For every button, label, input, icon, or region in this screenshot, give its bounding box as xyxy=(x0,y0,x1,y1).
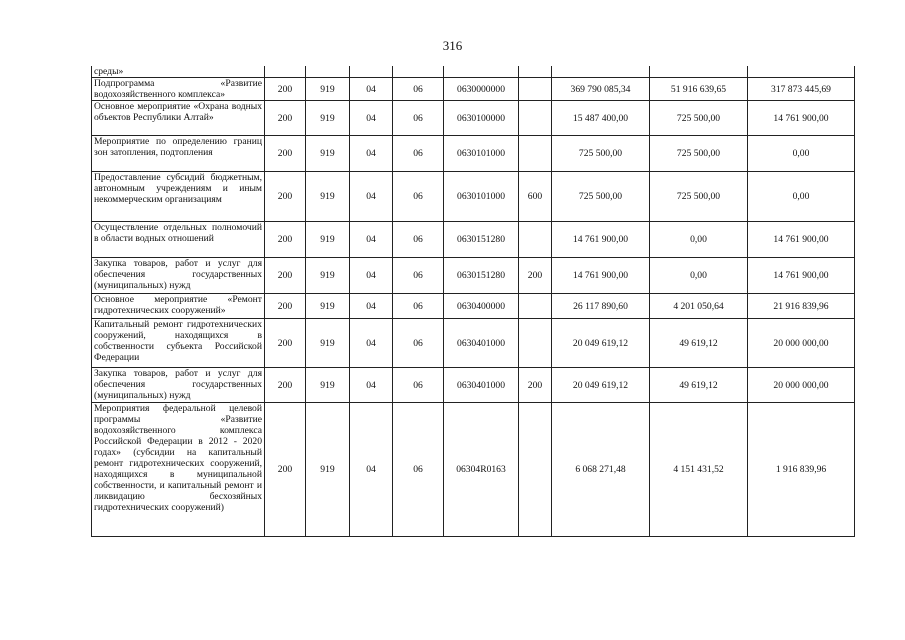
cell-name: Осуществление отдельных полномочий в области водных отношений xyxy=(92,222,265,258)
cell-name: Основное мероприятие «Ремонт гидротехнических сооружений» xyxy=(92,294,265,319)
cell-ved: 200 xyxy=(265,368,306,403)
cell-pr: 06 xyxy=(393,368,444,403)
cell-vr xyxy=(519,294,552,319)
cell-s2: 725 500,00 xyxy=(650,172,748,222)
cell-ved: 200 xyxy=(265,78,306,101)
cell-ved xyxy=(265,66,306,78)
cell-csr: 0630401000 xyxy=(444,368,519,403)
cell-s2 xyxy=(650,66,748,78)
cell-grbs: 919 xyxy=(306,222,350,258)
cell-grbs: 919 xyxy=(306,319,350,368)
cell-csr: 0630400000 xyxy=(444,294,519,319)
cell-ved: 200 xyxy=(265,172,306,222)
cell-s1 xyxy=(552,66,650,78)
cell-grbs: 919 xyxy=(306,172,350,222)
cell-ved: 200 xyxy=(265,258,306,294)
table-row xyxy=(92,294,855,319)
cell-ved: 200 xyxy=(265,294,306,319)
table-row xyxy=(92,319,855,368)
cell-vr xyxy=(519,403,552,537)
table-row xyxy=(92,172,855,222)
cell-s2: 51 916 639,65 xyxy=(650,78,748,101)
cell-vr xyxy=(519,136,552,172)
cell-grbs: 919 xyxy=(306,368,350,403)
table-row xyxy=(92,403,855,537)
cell-ved: 200 xyxy=(265,319,306,368)
cell-vr xyxy=(519,319,552,368)
cell-s3: 14 761 900,00 xyxy=(748,222,855,258)
cell-csr: 0630101000 xyxy=(444,172,519,222)
cell-vr xyxy=(519,78,552,101)
cell-s3 xyxy=(748,66,855,78)
cell-s2: 0,00 xyxy=(650,222,748,258)
cell-rz: 04 xyxy=(350,172,393,222)
cell-csr: 0630100000 xyxy=(444,101,519,136)
cell-pr: 06 xyxy=(393,222,444,258)
cell-s3: 14 761 900,00 xyxy=(748,101,855,136)
cell-name: Закупка товаров, работ и услуг для обеспечения государственных (муниципальных) нужд xyxy=(92,258,265,294)
cell-s3: 20 000 000,00 xyxy=(748,368,855,403)
cell-vr: 200 xyxy=(519,258,552,294)
cell-ved: 200 xyxy=(265,222,306,258)
cell-name: Предоставление субсидий бюджетным, автономным учреждениям и иным некоммерческим организациям xyxy=(92,172,265,222)
cell-s2: 725 500,00 xyxy=(650,101,748,136)
cell-name: Мероприятия федеральной целевой программы «Развитие водохозяйственного комплекса Российской Федерации в 2012 - 2020 годах» (субсидии на капитальный ремонт гидротехнических сооружений, находящихся в муниципальной собственности, и капитальный ремонт и ликвидацию бесхозяйных гидротехнических сооружений) xyxy=(92,403,265,537)
cell-csr xyxy=(444,66,519,78)
table-row xyxy=(92,222,855,258)
cell-name: Капитальный ремонт гидротехнических сооружений, находящихся в собственности субъекта Российской Федерации xyxy=(92,319,265,368)
cell-s1: 14 761 900,00 xyxy=(552,222,650,258)
table-row xyxy=(92,368,855,403)
cell-s3: 0,00 xyxy=(748,172,855,222)
cell-name: Подпрограмма «Развитие водохозяйственного комплекса» xyxy=(92,78,265,101)
cell-s3: 14 761 900,00 xyxy=(748,258,855,294)
cell-rz xyxy=(350,66,393,78)
table-row xyxy=(92,66,855,78)
cell-rz: 04 xyxy=(350,222,393,258)
cell-vr xyxy=(519,222,552,258)
cell-s1: 15 487 400,00 xyxy=(552,101,650,136)
cell-s1: 20 049 619,12 xyxy=(552,319,650,368)
cell-s1: 20 049 619,12 xyxy=(552,368,650,403)
cell-s3: 1 916 839,96 xyxy=(748,403,855,537)
cell-vr: 600 xyxy=(519,172,552,222)
cell-s1: 725 500,00 xyxy=(552,136,650,172)
cell-s2: 49 619,12 xyxy=(650,368,748,403)
table-body xyxy=(92,66,855,537)
cell-grbs xyxy=(306,66,350,78)
cell-name: Мероприятие по определению границ зон затопления, подтопления xyxy=(92,136,265,172)
cell-pr: 06 xyxy=(393,258,444,294)
cell-s2: 0,00 xyxy=(650,258,748,294)
cell-s2: 49 619,12 xyxy=(650,319,748,368)
cell-csr: 0630151280 xyxy=(444,258,519,294)
cell-s1: 369 790 085,34 xyxy=(552,78,650,101)
cell-ved: 200 xyxy=(265,403,306,537)
cell-csr: 0630151280 xyxy=(444,222,519,258)
cell-s1: 26 117 890,60 xyxy=(552,294,650,319)
cell-s1: 6 068 271,48 xyxy=(552,403,650,537)
cell-ved: 200 xyxy=(265,101,306,136)
cell-csr: 0630000000 xyxy=(444,78,519,101)
cell-s2: 4 151 431,52 xyxy=(650,403,748,537)
cell-rz: 04 xyxy=(350,403,393,537)
cell-pr: 06 xyxy=(393,172,444,222)
cell-pr: 06 xyxy=(393,101,444,136)
cell-rz: 04 xyxy=(350,319,393,368)
cell-grbs: 919 xyxy=(306,78,350,101)
cell-name: среды» xyxy=(92,66,265,78)
cell-rz: 04 xyxy=(350,101,393,136)
cell-pr: 06 xyxy=(393,136,444,172)
table-row xyxy=(92,258,855,294)
cell-name: Основное мероприятие «Охрана водных объектов Республики Алтай» xyxy=(92,101,265,136)
cell-ved: 200 xyxy=(265,136,306,172)
cell-rz: 04 xyxy=(350,368,393,403)
cell-grbs: 919 xyxy=(306,258,350,294)
cell-csr: 0630101000 xyxy=(444,136,519,172)
cell-vr: 200 xyxy=(519,368,552,403)
cell-rz: 04 xyxy=(350,294,393,319)
cell-pr: 06 xyxy=(393,403,444,537)
budget-table xyxy=(91,66,855,537)
cell-vr xyxy=(519,101,552,136)
cell-pr: 06 xyxy=(393,319,444,368)
cell-s3: 0,00 xyxy=(748,136,855,172)
cell-s1: 14 761 900,00 xyxy=(552,258,650,294)
cell-vr xyxy=(519,66,552,78)
cell-pr xyxy=(393,66,444,78)
cell-s2: 4 201 050,64 xyxy=(650,294,748,319)
cell-s3: 317 873 445,69 xyxy=(748,78,855,101)
page-number: 316 xyxy=(442,38,463,53)
cell-grbs: 919 xyxy=(306,294,350,319)
cell-name: Закупка товаров, работ и услуг для обеспечения государственных (муниципальных) нужд xyxy=(92,368,265,403)
cell-grbs: 919 xyxy=(306,136,350,172)
cell-grbs: 919 xyxy=(306,403,350,537)
cell-s3: 21 916 839,96 xyxy=(748,294,855,319)
cell-pr: 06 xyxy=(393,78,444,101)
cell-s1: 725 500,00 xyxy=(552,172,650,222)
cell-csr: 06304R0163 xyxy=(444,403,519,537)
table-row xyxy=(92,136,855,172)
cell-rz: 04 xyxy=(350,78,393,101)
cell-pr: 06 xyxy=(393,294,444,319)
table-row xyxy=(92,101,855,136)
cell-s3: 20 000 000,00 xyxy=(748,319,855,368)
cell-s2: 725 500,00 xyxy=(650,136,748,172)
cell-csr: 0630401000 xyxy=(444,319,519,368)
cell-grbs: 919 xyxy=(306,101,350,136)
cell-rz: 04 xyxy=(350,136,393,172)
table-row xyxy=(92,78,855,101)
cell-rz: 04 xyxy=(350,258,393,294)
